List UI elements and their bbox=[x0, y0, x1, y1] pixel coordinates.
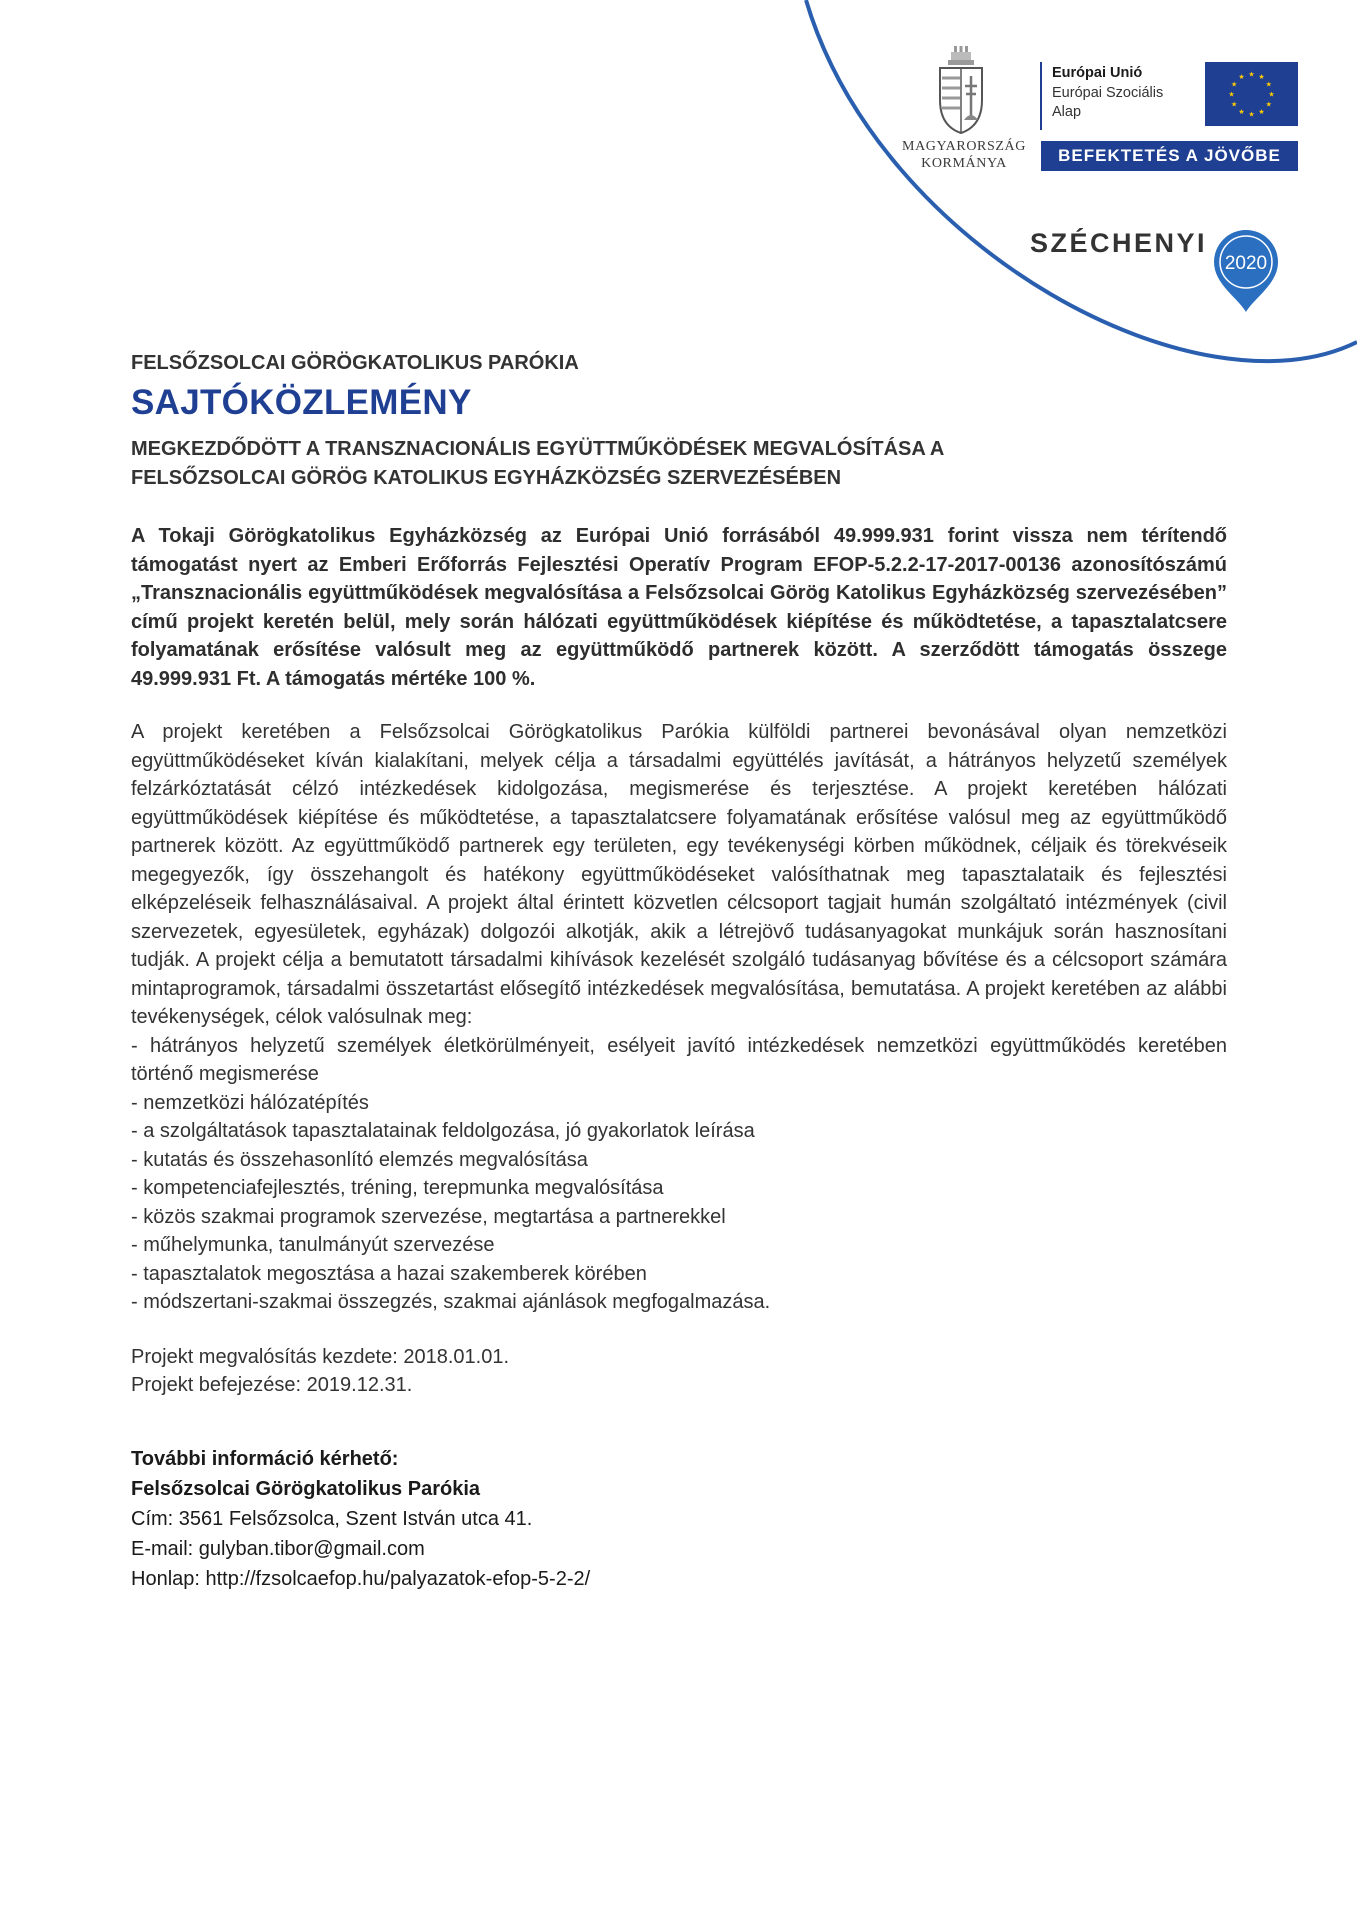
project-start: Projekt megvalósítás kezdete: 2018.01.01. bbox=[131, 1345, 510, 1368]
list-item: - a szolgáltatások tapasztalatainak feldolgozása, jó gyakorlatok leírása bbox=[131, 1120, 755, 1142]
eu-divider bbox=[1040, 62, 1042, 130]
headline-line1: MEGKEZDŐDÖTT A TRANSZNACIONÁLIS EGYÜTTMŰKÖDÉSEK MEGVALÓSÍTÁSA A bbox=[131, 438, 945, 460]
eu-star-icon: ★ bbox=[1268, 90, 1275, 99]
project-dates bbox=[131, 1343, 1227, 1400]
eu-star-icon: ★ bbox=[1228, 90, 1235, 99]
eu-star-icon: ★ bbox=[1238, 107, 1245, 116]
contact-website[interactable] bbox=[131, 1564, 1227, 1594]
website-link[interactable]: Honlap: http://fzsolcaefop.hu/palyazatok-efop-5-2-2/ bbox=[131, 1567, 591, 1590]
invest-banner: BEFEKTETÉS A JÖVŐBE bbox=[1041, 141, 1298, 171]
contact-address: Cím: 3561 Felsőzsolca, Szent István utca 41. bbox=[131, 1507, 533, 1530]
list-item: - kompetenciafejlesztés, tréning, terepmunka megvalósítása bbox=[131, 1177, 664, 1199]
page-title: SAJTÓKÖZLEMÉNY bbox=[131, 383, 472, 422]
eu-star-icon: ★ bbox=[1238, 73, 1245, 82]
eu-star-icon: ★ bbox=[1248, 110, 1255, 119]
government-label-line1: MAGYARORSZÁG bbox=[902, 139, 1026, 154]
list-item: - kutatás és összehasonlító elemzés megvalósítása bbox=[131, 1148, 588, 1171]
eu-logo-text bbox=[1052, 64, 1163, 123]
eu-subtitle-line1: Európai Szociális bbox=[1052, 84, 1164, 101]
organization-header: FELSŐZSOLCAI GÖRÖGKATOLIKUS PARÓKIA bbox=[131, 352, 579, 374]
eu-star-icon: ★ bbox=[1258, 107, 1265, 116]
press-release bbox=[131, 352, 1227, 1594]
lead-paragraph: A Tokaji Görögkatolikus Egyházközség az Európai Unió forrásából 49.999.931 forint vissza nem térítendő támogatást nyert az Emberi Erőforrás Fejlesztési Operatív Program EFOP-5.2.2-17-2017-00136 azonosítószámú „Transznacionális együttműködések megvalósítása a Felsőzsolcai Görög Katolikus Egyházközség szervezésében” című projekt keretén belül, mely során hálózati együttműködések kiépítése és működtetése, a tapasztalatcsere folyamatának erősítése valósult meg az együttműködő partnerek között. A szerződött támogatás összege 49.999.931 Ft. A támogatás mértéke 100 %. bbox=[131, 525, 1227, 690]
eu-star-icon: ★ bbox=[1265, 100, 1272, 109]
szechenyi-year: 2020 bbox=[1224, 253, 1268, 274]
list-item: - módszertani-szakmai összegzés, szakmai ajánlások megfogalmazása. bbox=[131, 1291, 771, 1313]
contact-heading: További információ kérhető: bbox=[131, 1447, 399, 1470]
government-label-line2: KORMÁNYA bbox=[921, 156, 1007, 171]
eu-title: Európai Unió bbox=[1052, 65, 1143, 81]
list-item: - tapasztalatok megosztása a hazai szakemberek körében bbox=[131, 1262, 647, 1285]
eu-star-icon: ★ bbox=[1248, 70, 1255, 79]
list-item: - hátrányos helyzetű személyek életkörülményeit, esélyeit javító intézkedések nemzetközi együttműködés keretében történő megismerése bbox=[131, 1034, 1227, 1085]
body-paragraph: A projekt keretében a Felsőzsolcai Görögkatolikus Parókia külföldi partnerei bevonásával olyan nemzetközi együttműködéseket kíván kialakítani, melyek célja a társadalmi együttélés javítását, a hátrányos helyzetű személyek felzárkóztatását célzó intézkedések kidolgozása, megismerése és terjesztése. A projekt keretében hálózati együttműködések kiépítése és működtetése, a tapasztalatcsere folyamatának erősítése valósul meg az együttműködő partnerek között. Az együttműködő partnerek egy területen, egy tevékenységi körben működnek, céljaik és törekvéseik megegyezők, így összehangolt és hatékony együttműködéseket valósíthatnak meg tapasztalataik és fejlesztési elképzeléseik felhasználásaival. A projekt által érintett közvetlen célcsoport tagjait humán szolgáltató intézmények (civil szervezetek, egyesületek, egyházak) dolgozói alkotják, akik a létrejövő tudásanyagokat munkájuk során hasznosítani tudják. A projekt célja a bemutatott társadalmi kihívások kezelését szolgáló tudásanyag bővítése és a célcsoport számára mintaprogramok, társadalmi összetartást elősegítő intézkedések megvalósítása, bemutatása. A projekt keretében az alábbi tevékenységek, célok valósulnak meg: bbox=[131, 721, 1227, 1028]
coat-of-arms-icon bbox=[934, 46, 988, 134]
eu-star-icon: ★ bbox=[1231, 100, 1238, 109]
eu-star-icon: ★ bbox=[1231, 80, 1238, 89]
headline bbox=[131, 435, 1227, 493]
list-item: - közös szakmai programok szervezése, megtartása a partnerekkel bbox=[131, 1205, 726, 1228]
szechenyi-label: SZÉCHENYI bbox=[1030, 228, 1208, 258]
government-logo-label bbox=[890, 138, 1038, 172]
eu-flag-icon bbox=[1205, 62, 1298, 126]
eu-subtitle-line2: Alap bbox=[1052, 104, 1082, 120]
activity-list bbox=[131, 1032, 1227, 1317]
eu-star-icon: ★ bbox=[1258, 73, 1265, 82]
list-item: - nemzetközi hálózatépítés bbox=[131, 1091, 369, 1114]
project-end: Projekt befejezése: 2019.12.31. bbox=[131, 1374, 413, 1396]
szechenyi-pin-icon bbox=[1208, 228, 1284, 314]
eu-star-icon: ★ bbox=[1265, 80, 1272, 89]
decorative-arc bbox=[0, 0, 1357, 400]
headline-line2: FELSŐZSOLCAI GÖRÖG KATOLIKUS EGYHÁZKÖZSÉG SZERVEZÉSÉBEN bbox=[131, 467, 842, 489]
contact-org: Felsőzsolcai Görögkatolikus Parókia bbox=[131, 1477, 481, 1500]
email-link[interactable]: E-mail: gulyban.tibor@gmail.com bbox=[131, 1537, 425, 1560]
contact-email[interactable] bbox=[131, 1534, 1227, 1564]
list-item: - műhelymunka, tanulmányút szervezése bbox=[131, 1234, 495, 1256]
contact-block bbox=[131, 1444, 1227, 1594]
